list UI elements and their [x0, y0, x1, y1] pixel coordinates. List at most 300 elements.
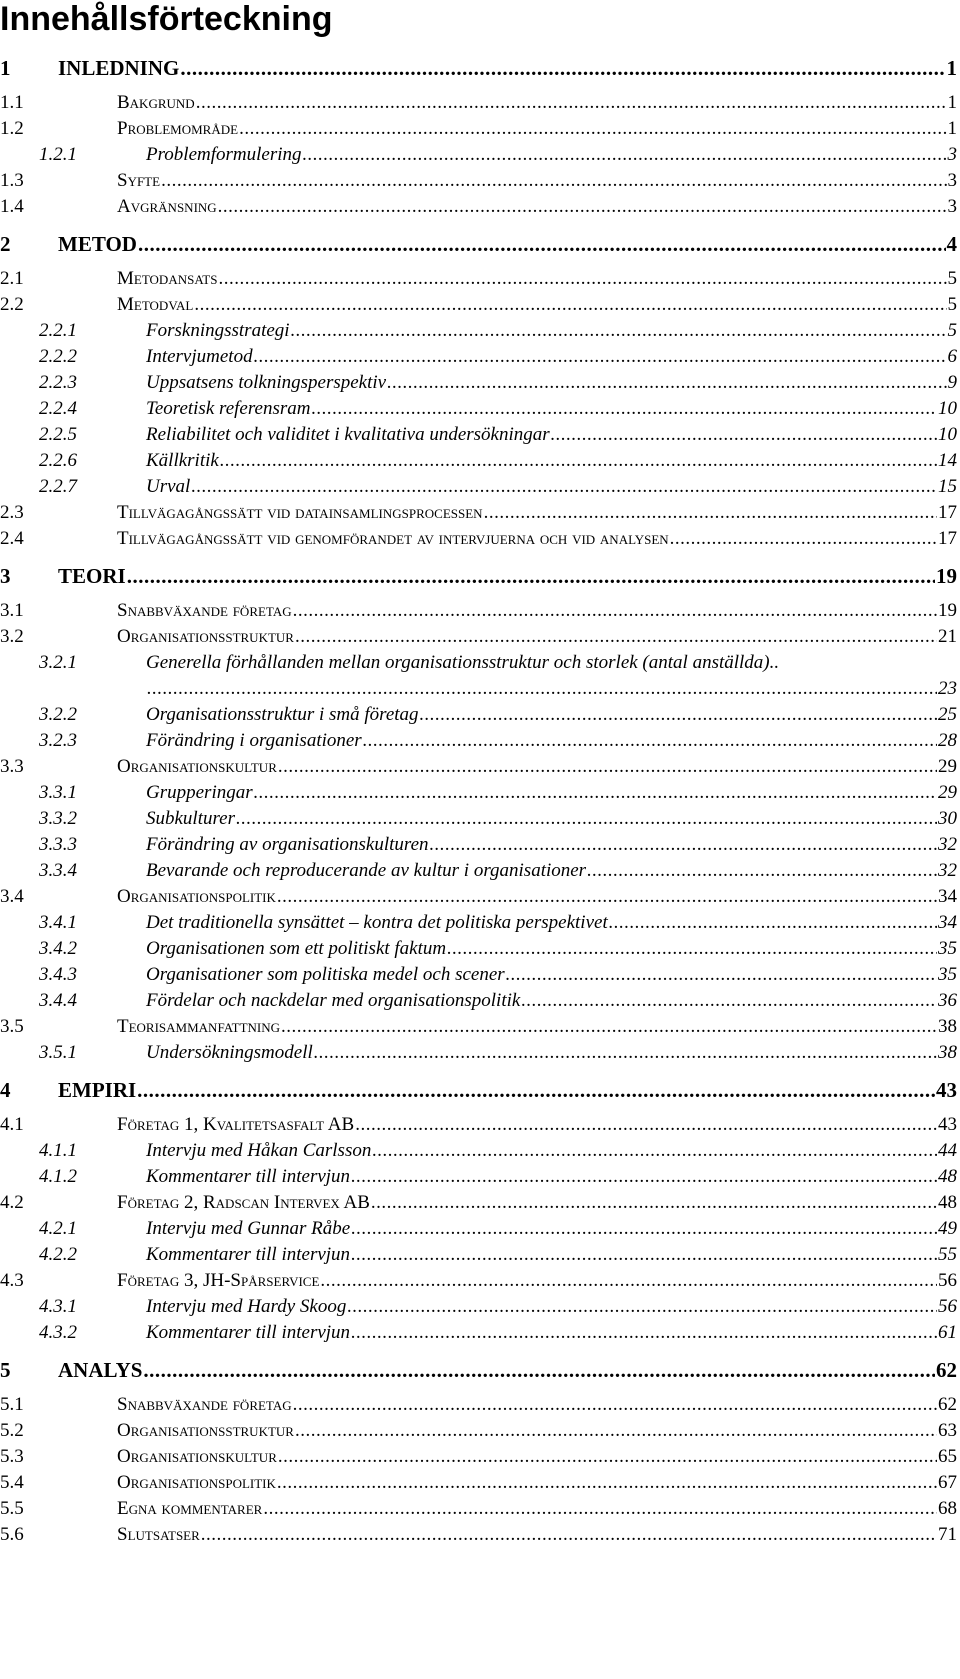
- toc-entry-number: 3.2: [0, 626, 24, 647]
- toc-entry-title: Uppsatsens tolkningsperspektiv: [146, 372, 387, 393]
- toc-entry-number: 3.3.1: [39, 782, 77, 803]
- toc-entry-line: [146, 834, 957, 856]
- toc-entry-line: [117, 1446, 957, 1468]
- toc-entry-title: Generella förhållanden mellan organisationsstruktur och storlek (antal anställda)..: [146, 652, 780, 673]
- toc-entry-title: Intervju med Hardy Skoog: [146, 1296, 347, 1317]
- toc-entry[interactable]: [0, 912, 960, 938]
- toc-entry-line: [117, 502, 957, 524]
- toc-entry-title: Intervju med Gunnar Råbe: [146, 1218, 351, 1239]
- toc-entry-title: Fördelar och nackdelar med organisationspolitik: [146, 990, 521, 1011]
- toc-entry[interactable]: [0, 294, 960, 320]
- toc-entry-title: Organisationspolitik: [117, 886, 276, 907]
- toc-entry-page: 5: [947, 320, 957, 341]
- toc-entry-line: [146, 144, 957, 166]
- dot-leader: [161, 170, 946, 192]
- toc-entry-line: [117, 1498, 957, 1520]
- toc-entry-line: [117, 600, 957, 622]
- toc-entry-title: Organisationer som politiska medel och scener: [146, 964, 505, 985]
- toc-entry[interactable]: [0, 964, 960, 990]
- toc-entry[interactable]: [0, 564, 960, 590]
- toc-entry-title: Kommentarer till intervjun: [146, 1244, 351, 1265]
- toc-entry-page: 19: [938, 600, 957, 621]
- toc-entry[interactable]: [0, 528, 960, 554]
- toc-entry-number: 4.3: [0, 1270, 24, 1291]
- toc-entry-line: [146, 450, 957, 472]
- toc-entry-number: 3.2.3: [39, 730, 77, 751]
- toc-entry-number: 5.2: [0, 1420, 24, 1441]
- toc-entry-title: Organisationen som ett politiskt faktum: [146, 938, 447, 959]
- toc-entry-page: 5: [947, 294, 957, 315]
- toc-entry[interactable]: [0, 834, 960, 860]
- dot-leader: [363, 730, 937, 752]
- toc-entry[interactable]: [0, 320, 960, 346]
- toc-entry-line: [117, 1472, 957, 1494]
- toc-entry-number: 1.4: [0, 196, 24, 217]
- toc-entry-page: 1: [947, 92, 957, 113]
- dot-leader: [147, 678, 937, 700]
- toc-entry-number: 2.2.3: [39, 372, 77, 393]
- toc-entry-title: Slutsatser: [117, 1524, 200, 1545]
- dot-leader: [143, 1358, 935, 1383]
- toc-entry-line: [146, 1218, 957, 1240]
- toc-entry-number: 2.2.1: [39, 320, 77, 341]
- toc-entry-title: Undersökningsmodell: [146, 1042, 313, 1063]
- dot-leader: [447, 938, 937, 960]
- toc-entry-number: 4.1: [0, 1114, 24, 1135]
- toc-entry-page: 17: [938, 528, 957, 549]
- toc-entry[interactable]: [0, 1016, 960, 1042]
- toc-entry-line: [146, 424, 957, 446]
- dot-leader: [506, 964, 937, 986]
- toc-entry-line: [146, 476, 957, 498]
- toc-entry-line: [117, 756, 957, 778]
- toc-entry-title: Syfte: [117, 170, 161, 191]
- toc-entry-number: 1: [0, 56, 11, 80]
- dot-leader: [277, 886, 937, 908]
- toc-entry-page: 43: [936, 1078, 957, 1102]
- toc-entry-page: 1: [946, 56, 957, 80]
- toc-entry-title: TEORI: [58, 564, 126, 588]
- dot-leader: [194, 294, 946, 316]
- toc-entry[interactable]: [0, 1244, 960, 1270]
- toc-entry-number: 3.4.1: [39, 912, 77, 933]
- dot-leader: [218, 196, 947, 218]
- toc-entry-page: 34: [938, 886, 957, 907]
- dot-leader: [430, 834, 937, 856]
- toc-entry-line: [117, 1270, 957, 1292]
- toc-entry-number: 5.5: [0, 1498, 24, 1519]
- toc-entry[interactable]: [0, 808, 960, 834]
- toc-entry[interactable]: [0, 1524, 960, 1550]
- toc-entry[interactable]: [0, 756, 960, 782]
- toc-entry-title: Det traditionella synsättet – kontra det politiska perspektivet: [146, 912, 608, 933]
- dot-leader: [127, 564, 935, 589]
- toc-entry-title: Problemformulering: [146, 144, 302, 165]
- dot-leader: [303, 144, 947, 166]
- toc-entry-line: [58, 56, 957, 81]
- toc-entry-number: 1.1: [0, 92, 24, 113]
- toc-entry-page: 15: [938, 476, 957, 497]
- toc-entry[interactable]: [0, 678, 960, 704]
- toc-entry-number: 5.4: [0, 1472, 24, 1493]
- toc-entry-title: Reliabilitet och validitet i kvalitativa undersökningar: [146, 424, 550, 445]
- toc-entry-number: 4.2.2: [39, 1244, 77, 1265]
- toc-entry-line: [58, 232, 957, 257]
- toc-entry-page: 3: [947, 196, 957, 217]
- toc-entry-number: 4.2.1: [39, 1218, 77, 1239]
- page-title: Innehållsförteckning: [0, 0, 333, 38]
- toc-entry-page: 1: [947, 118, 957, 139]
- toc-entry-line: [58, 1358, 957, 1383]
- dot-leader: [236, 808, 937, 830]
- dot-leader: [254, 346, 947, 368]
- toc-entry-title: INLEDNING: [58, 56, 180, 80]
- toc-entry-title: Snabbväxande företag: [117, 1394, 292, 1415]
- toc-entry-page: 35: [938, 964, 957, 985]
- toc-entry-page: 38: [938, 1042, 957, 1063]
- toc-entry-page: 48: [938, 1192, 957, 1213]
- toc-entry-number: 3.3.3: [39, 834, 77, 855]
- toc-entry-title: Tillvägagångssätt vid datainsamlingsprocessen: [117, 502, 483, 523]
- dot-leader: [291, 320, 947, 342]
- toc-entry[interactable]: [0, 1078, 960, 1104]
- toc-entry-number: 1.2.1: [39, 144, 77, 165]
- toc-entry[interactable]: [0, 704, 960, 730]
- dot-leader: [138, 232, 946, 257]
- toc-entry-number: 4.2: [0, 1192, 24, 1213]
- toc-entry[interactable]: [0, 144, 960, 170]
- toc-entry-page: 56: [938, 1270, 957, 1291]
- toc-entry-line: [117, 1524, 957, 1546]
- toc-entry-line: [117, 1420, 957, 1442]
- toc-entry-line: [146, 1042, 957, 1064]
- toc-entry-title: Intervjumetod: [146, 346, 253, 367]
- toc-entry-title: Avgränsning: [117, 196, 217, 217]
- toc-entry-page: 29: [938, 756, 957, 777]
- toc-entry-line: [146, 782, 957, 804]
- dot-leader: [351, 1322, 937, 1344]
- toc-entry-number: 3: [0, 564, 11, 588]
- toc-entry-number: 5.1: [0, 1394, 24, 1415]
- toc-entry[interactable]: [0, 450, 960, 476]
- toc-entry-page: 67: [938, 1472, 957, 1493]
- toc-entry-number: 3.4.3: [39, 964, 77, 985]
- toc-entry[interactable]: [0, 424, 960, 450]
- toc-entry-title: Förändring i organisationer: [146, 730, 362, 751]
- dot-leader: [196, 92, 947, 114]
- toc-entry-title: Kommentarer till intervjun: [146, 1322, 351, 1343]
- toc-entry[interactable]: [0, 196, 960, 222]
- toc-entry-page: 5: [947, 268, 957, 289]
- toc-entry[interactable]: [0, 1394, 960, 1420]
- toc-entry-title: Bevarande och reproducerande av kultur i organisationer: [146, 860, 587, 881]
- toc-entry-title: Organisationskultur: [117, 756, 277, 777]
- toc-entry-number: 4.3.2: [39, 1322, 77, 1343]
- toc-entry[interactable]: [0, 92, 960, 118]
- dot-leader: [201, 1524, 937, 1546]
- toc-entry[interactable]: [0, 730, 960, 756]
- toc-entry-page: 35: [938, 938, 957, 959]
- toc-entry-title: Forskningsstrategi: [146, 320, 290, 341]
- toc-entry-title: Organisationsstruktur: [117, 1420, 294, 1441]
- toc-entry-number: 3.3.2: [39, 808, 77, 829]
- toc-entry-title: Bakgrund: [117, 92, 195, 113]
- toc-entry-line: [146, 398, 957, 420]
- toc-entry-number: 5.6: [0, 1524, 24, 1545]
- dot-leader: [278, 1446, 937, 1468]
- toc-entry-line: [146, 320, 957, 342]
- toc-entry-page: 65: [938, 1446, 957, 1467]
- toc-entry-page: 3: [947, 144, 957, 165]
- dot-leader: [239, 118, 946, 140]
- toc-entry-page: 56: [938, 1296, 957, 1317]
- toc-entry-page: 23: [938, 678, 957, 699]
- toc-entry[interactable]: [0, 1420, 960, 1446]
- dot-leader: [609, 912, 937, 934]
- toc-entry[interactable]: [0, 886, 960, 912]
- toc-entry-number: 5: [0, 1358, 11, 1382]
- toc-entry-line: [117, 1192, 957, 1214]
- toc-entry-title: Urval: [146, 476, 191, 497]
- dot-leader: [355, 1114, 937, 1136]
- toc-entry-number: 3.3.4: [39, 860, 77, 881]
- toc-entry-title: Metodval: [117, 294, 194, 315]
- toc-entry-line: [117, 118, 957, 140]
- toc-entry-line: [146, 860, 957, 882]
- toc-entry-line: [146, 652, 957, 674]
- toc-entry-number: 2.2.2: [39, 346, 77, 367]
- toc-entry-page: 61: [938, 1322, 957, 1343]
- toc-entry-title: Organisationsstruktur i små företag: [146, 704, 419, 725]
- toc-entry-title: Företag 1, Kvalitetsasfalt AB: [117, 1114, 355, 1135]
- toc-entry-page: 55: [938, 1244, 957, 1265]
- toc-entry-number: 4.3.1: [39, 1296, 77, 1317]
- toc-entry-page: 36: [938, 990, 957, 1011]
- dot-leader: [137, 1078, 935, 1103]
- toc-entry-page: 17: [938, 502, 957, 523]
- toc-entry-page: 25: [938, 704, 957, 725]
- toc-entry-title: Kommentarer till intervjun: [146, 1166, 351, 1187]
- toc-entry-title: Företag 3, JH-Spårservice: [117, 1270, 320, 1291]
- toc-entry-line: [117, 196, 957, 218]
- toc-entry-line: [117, 268, 957, 290]
- toc-entry-number: 3.1: [0, 600, 24, 621]
- toc-entry[interactable]: [0, 118, 960, 144]
- toc-entry-title: Tillvägagångssätt vid genomförandet av intervjuerna och vid analysen: [117, 528, 669, 549]
- toc-entry-page: 19: [936, 564, 957, 588]
- dot-leader: [254, 782, 937, 804]
- toc-entry-line: [146, 372, 957, 394]
- toc-entry-page: 4: [946, 232, 957, 256]
- toc-entry[interactable]: [0, 1114, 960, 1140]
- toc-entry-number: 2.2: [0, 294, 24, 315]
- dot-leader: [551, 424, 937, 446]
- toc-entry-number: 3.5.1: [39, 1042, 77, 1063]
- dot-leader: [371, 1192, 937, 1214]
- toc-entry-title: Grupperingar: [146, 782, 253, 803]
- toc-entry-page: 21: [938, 626, 957, 647]
- toc-entry-title: Intervju med Håkan Carlsson: [146, 1140, 372, 1161]
- dot-leader: [320, 1270, 937, 1292]
- toc-entry-line: [117, 294, 957, 316]
- toc-entry-line: [146, 730, 957, 752]
- toc-entry-page: 48: [938, 1166, 957, 1187]
- toc-entry[interactable]: [0, 1166, 960, 1192]
- toc-entry-page: 49: [938, 1218, 957, 1239]
- toc-entry-page: 32: [938, 834, 957, 855]
- toc-entry-page: 9: [947, 372, 957, 393]
- toc-entry-page: 62: [938, 1394, 957, 1415]
- toc-entry-number: 3.4.4: [39, 990, 77, 1011]
- toc-entry-title: Problemområde: [117, 118, 239, 139]
- dot-leader: [347, 1296, 937, 1318]
- toc-entry[interactable]: [0, 268, 960, 294]
- dot-leader: [420, 704, 937, 726]
- dot-leader: [191, 476, 937, 498]
- toc-entry-number: 5.3: [0, 1446, 24, 1467]
- toc-entry[interactable]: [0, 990, 960, 1016]
- toc-entry[interactable]: [0, 1472, 960, 1498]
- dot-leader: [180, 56, 945, 81]
- toc-entry-title: Metodansats: [117, 268, 218, 289]
- toc-entry-line: [117, 1016, 957, 1038]
- toc-entry[interactable]: [0, 1218, 960, 1244]
- toc-entry[interactable]: [0, 652, 960, 678]
- toc-entry-page: 29: [938, 782, 957, 803]
- toc-entry-number: 2.2.6: [39, 450, 77, 471]
- toc-entry[interactable]: [0, 1192, 960, 1218]
- toc-entry[interactable]: [0, 938, 960, 964]
- dot-leader: [311, 398, 937, 420]
- toc-entry-page: 14: [938, 450, 957, 471]
- toc-entry-line: [146, 1322, 957, 1344]
- toc-entry-title: Subkulturer: [146, 808, 236, 829]
- dot-leader: [263, 1498, 937, 1520]
- toc-entry-page: 30: [938, 808, 957, 829]
- toc-entry[interactable]: [0, 1296, 960, 1322]
- dot-leader: [521, 990, 937, 1012]
- toc-entry-page: 38: [938, 1016, 957, 1037]
- toc-entry-page: 10: [938, 398, 957, 419]
- toc-entry-number: 2: [0, 232, 11, 256]
- toc-entry-line: [117, 626, 957, 648]
- toc-entry-number: 4.1.1: [39, 1140, 77, 1161]
- toc-entry[interactable]: [0, 1446, 960, 1472]
- toc-entry[interactable]: [0, 232, 960, 258]
- toc-entry-line: [117, 92, 957, 114]
- toc-entry-page: 34: [938, 912, 957, 933]
- toc-entry-line: [146, 1166, 957, 1188]
- toc-entry-title: Organisationsstruktur: [117, 626, 294, 647]
- toc-entry-line: [146, 912, 957, 934]
- toc-entry-page: 44: [938, 1140, 957, 1161]
- toc-entry-page: 63: [938, 1420, 957, 1441]
- toc-entry-number: 3.3: [0, 756, 24, 777]
- toc-entry-page: 43: [938, 1114, 957, 1135]
- toc-entry-number: 3.5: [0, 1016, 24, 1037]
- toc-entry[interactable]: [0, 56, 960, 82]
- dot-leader: [387, 372, 946, 394]
- toc-entry[interactable]: [0, 1140, 960, 1166]
- dot-leader: [295, 626, 937, 648]
- toc-entry-number: 2.2.7: [39, 476, 77, 497]
- dot-leader: [351, 1244, 937, 1266]
- toc-entry-number: 2.1: [0, 268, 24, 289]
- toc-entry[interactable]: [0, 398, 960, 424]
- toc-entry[interactable]: [0, 1270, 960, 1296]
- toc-entry-title: Organisationskultur: [117, 1446, 277, 1467]
- toc-entry-number: 2.4: [0, 528, 24, 549]
- toc-entry[interactable]: [0, 502, 960, 528]
- toc-entry-number: 3.4: [0, 886, 24, 907]
- dot-leader: [314, 1042, 937, 1064]
- dot-leader: [351, 1166, 937, 1188]
- toc-entry-title: EMPIRI: [58, 1078, 137, 1102]
- toc-entry-line: [117, 1114, 957, 1136]
- dot-leader: [293, 1394, 937, 1416]
- toc-entry-line: [146, 1296, 957, 1318]
- toc-entry-page: 6: [947, 346, 957, 367]
- toc-entry-page: 68: [938, 1498, 957, 1519]
- toc-entry-title: Teoretisk referensram: [146, 398, 311, 419]
- toc-entry-number: 4: [0, 1078, 11, 1102]
- dot-leader: [281, 1016, 937, 1038]
- dot-leader: [295, 1420, 937, 1442]
- toc-entry-page: 28: [938, 730, 957, 751]
- toc-entry-line: [146, 346, 957, 368]
- toc-entry-line: [58, 1078, 957, 1103]
- toc-entry-title: Snabbväxande företag: [117, 600, 292, 621]
- toc-entry-number: 1.2: [0, 118, 24, 139]
- toc-entry-title: Egna kommentarer: [117, 1498, 263, 1519]
- toc-entry[interactable]: [0, 782, 960, 808]
- toc-entry-title: Förändring av organisationskulturen: [146, 834, 429, 855]
- toc-entry-title: Teorisammanfattning: [117, 1016, 281, 1037]
- toc-entry[interactable]: [0, 170, 960, 196]
- toc-entry-line: [146, 964, 957, 986]
- toc-entry-number: 2.3: [0, 502, 24, 523]
- toc-entry[interactable]: [0, 860, 960, 886]
- toc-entry[interactable]: [0, 600, 960, 626]
- toc-entry[interactable]: [0, 346, 960, 372]
- toc-entry[interactable]: [0, 1358, 960, 1384]
- toc-entry-number: 3.4.2: [39, 938, 77, 959]
- toc-entry[interactable]: [0, 1498, 960, 1524]
- toc-entry-line: [117, 170, 957, 192]
- toc-entry-number: 4.1.2: [39, 1166, 77, 1187]
- toc-entry-number: 3.2.2: [39, 704, 77, 725]
- toc-entry-line: [146, 1244, 957, 1266]
- dot-leader: [484, 502, 937, 524]
- toc-entry[interactable]: [0, 476, 960, 502]
- toc-entry[interactable]: [0, 1042, 960, 1068]
- toc-entry[interactable]: [0, 626, 960, 652]
- toc-entry-number: 2.2.5: [39, 424, 77, 445]
- toc-entry-title: METOD: [58, 232, 137, 256]
- toc-entry-line: [117, 1394, 957, 1416]
- toc-entry-number: 2.2.4: [39, 398, 77, 419]
- toc-entry[interactable]: [0, 372, 960, 398]
- dot-leader: [278, 756, 937, 778]
- dot-leader: [351, 1218, 937, 1240]
- toc-entry-line: [58, 564, 957, 589]
- toc-entry-title: ANALYS: [58, 1358, 143, 1382]
- toc-entry-title: Organisationspolitik: [117, 1472, 276, 1493]
- toc-entry-page: 32: [938, 860, 957, 881]
- toc-entry-line: [146, 808, 957, 830]
- toc-entry-line: [146, 678, 957, 700]
- toc-entry[interactable]: [0, 1322, 960, 1348]
